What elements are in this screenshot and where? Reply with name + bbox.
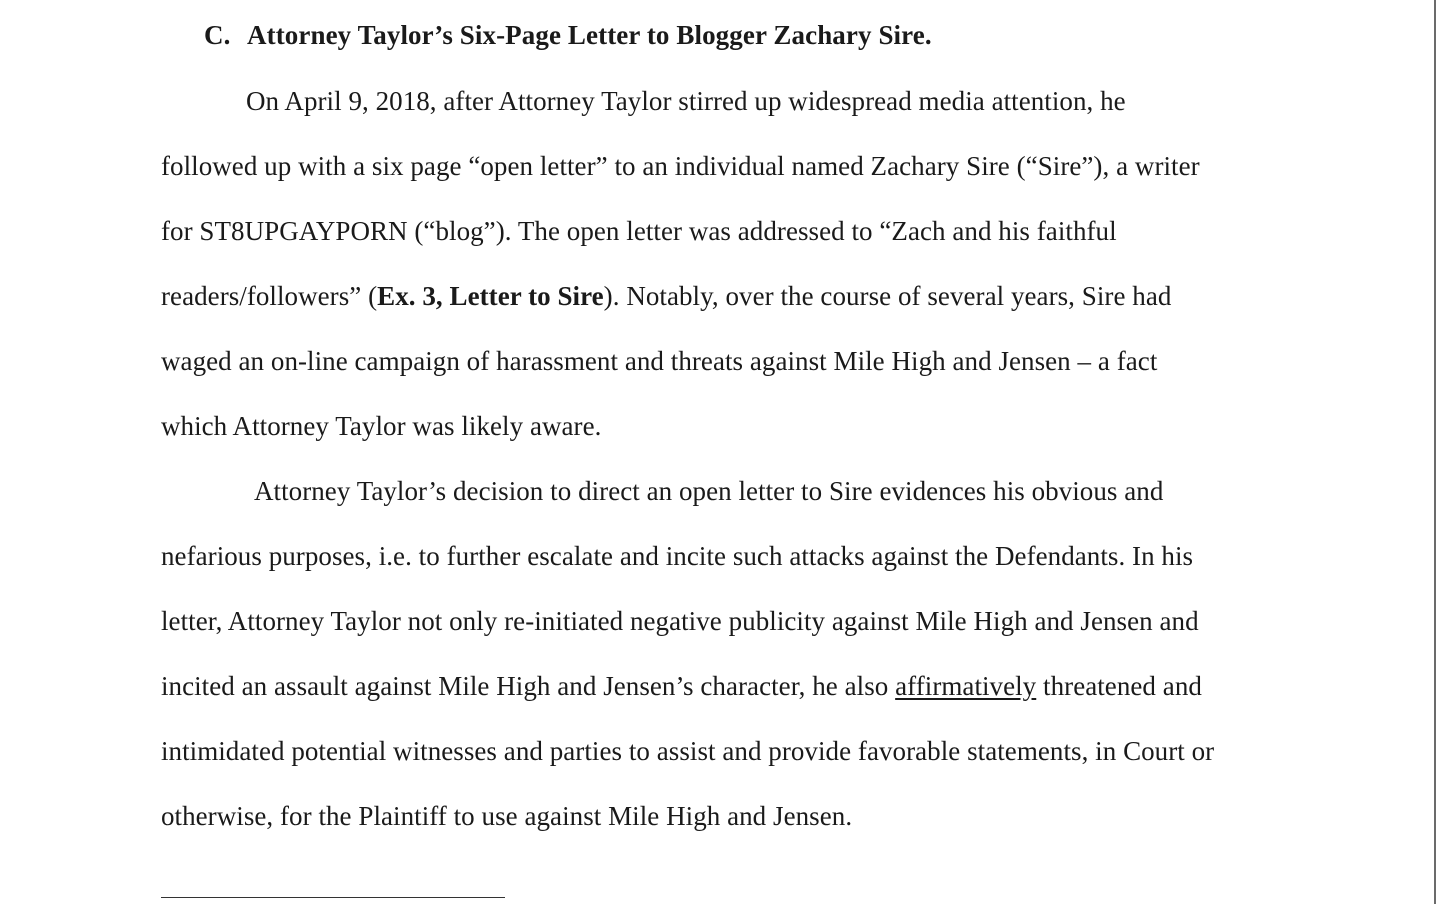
underlined-word: affirmatively: [895, 671, 1037, 701]
paragraph-2-line-4: [161, 671, 1202, 702]
paragraph-2-line-1: Attorney Taylor’s decision to direct an open letter to Sire evidences his obvious and: [254, 476, 1164, 506]
paragraph-1-line-4-pre: readers/followers” (: [161, 281, 378, 311]
exhibit-reference: Ex. 3, Letter to Sire: [377, 281, 604, 311]
section-letter: C.: [204, 20, 231, 50]
paragraph-1-line-5: waged an on-line campaign of harassment and threats against Mile High and Jensen – a fact: [161, 346, 1158, 376]
paragraph-1-line-3: for ST8UPGAYPORN (“blog”). The open letter was addressed to “Zach and his faithful: [161, 216, 1117, 246]
paragraph-2-line-4-pre: incited an assault against Mile High and Jensen’s character, he also: [161, 671, 896, 701]
footnote-separator: [161, 897, 505, 898]
paragraph-2-line-5: intimidated potential witnesses and parties to assist and provide favorable statements, in Court or: [161, 736, 1215, 766]
paragraph-1-line-1: On April 9, 2018, after Attorney Taylor stirred up widespread media attention, he: [246, 86, 1126, 116]
paragraph-2-line-6: otherwise, for the Plaintiff to use against Mile High and Jensen.: [161, 801, 853, 831]
paragraph-1-line-4: [161, 281, 1171, 312]
paragraph-2-line-3: letter, Attorney Taylor not only re-initiated negative publicity against Mile High and Jensen and: [161, 606, 1199, 636]
paragraph-2-line-2: nefarious purposes, i.e. to further escalate and incite such attacks against the Defendants. In his: [161, 541, 1194, 571]
section-title: Attorney Taylor’s Six-Page Letter to Blogger Zachary Sire.: [247, 20, 932, 50]
paragraph-1-line-4-post: ). Notably, over the course of several years, Sire had: [603, 281, 1172, 311]
paragraph-1-line-6: which Attorney Taylor was likely aware.: [161, 411, 602, 441]
paragraph-2-line-4-post: threatened and: [1036, 671, 1202, 701]
paragraph-1-line-2: followed up with a six page “open letter” to an individual named Zachary Sire (“Sire”), a writer: [161, 151, 1200, 181]
section-heading: [204, 20, 932, 51]
page-edge-line: [1434, 0, 1436, 904]
